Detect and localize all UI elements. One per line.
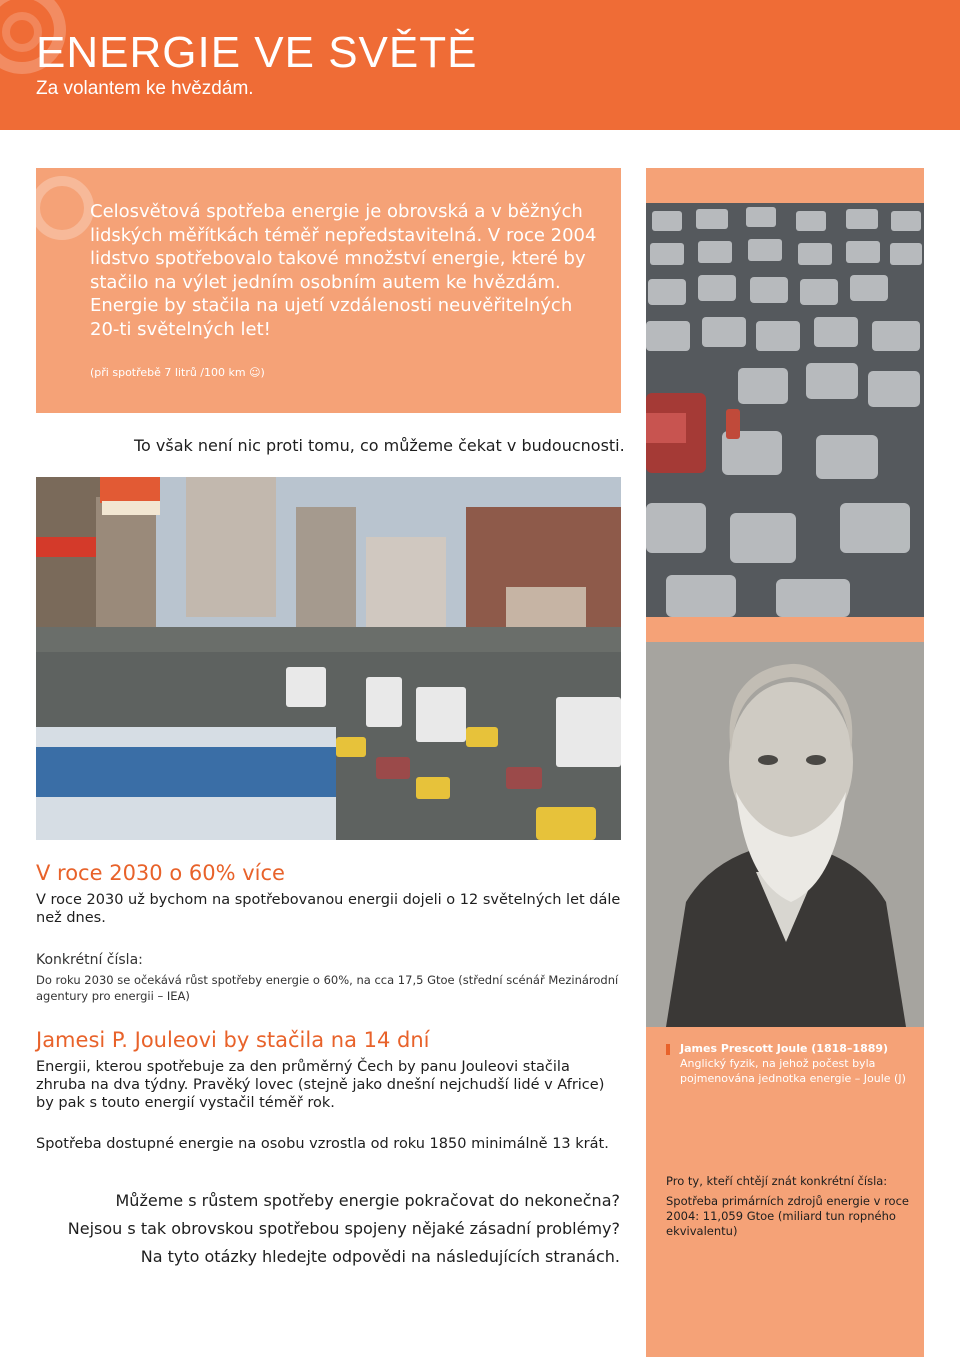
caption-name: James Prescott Joule (1818–1889) [680, 1042, 889, 1055]
page-title: ENERGIE VE SVĚTĚ [36, 28, 478, 77]
konkretni-cisla-text: Do roku 2030 se očekává růst spotřeby energie o 60%, na cca 17,5 Gtoe (střední scénář Mezinárodní agentury pro energii – IEA) [36, 973, 619, 1003]
caption-marker-icon [666, 1044, 670, 1055]
joule-portrait-image [646, 642, 924, 1027]
right-box-text: Spotřeba primárních zdrojů energie v roce 2004: 11,059 Gtoe (miliard tun ropného ekvivalentu) [666, 1194, 909, 1238]
question-3: Na tyto otázky hledejte odpovědi na následujících stranách. [140, 1247, 620, 1266]
intro-note: (při spotřebě 7 litrů /100 km ☺) [90, 366, 265, 379]
question-1: Můžeme s růstem spotřeby energie pokračovat do nekonečna? [115, 1191, 620, 1210]
section-text-joule: Energii, kterou spotřebuje za den průměrný Čech by panu Jouleovi stačila zhruba na dva týdny. Pravěký lovec (stejně jako dnešní nejchudší lidé v Africe) by pak s touto energií vystačil téměř rok. [36, 1059, 605, 1111]
intro-text: Celosvětová spotřeba energie je obrovská a v běžných lidských měřítkách téměř nepředstavitelná. V roce 2004 lidstvo spotřebovalo takové množství energie, které by stačilo na výlet jedním osobním autem ke hvězdám. Energie by stačila na ujetí vzdálenosti neuvěřitelných 20-ti světelných let! [90, 201, 597, 340]
right-box-title: Pro ty, kteří chtějí znát konkrétní čísla: [666, 1174, 888, 1188]
traffic-jam-image [646, 203, 924, 617]
page-subtitle: Za volantem ke hvězdám. [36, 78, 254, 99]
portrait-caption [680, 1041, 915, 1086]
city-traffic-image [36, 477, 621, 840]
traffic-jam-photo [646, 203, 924, 617]
question-2: Nejsou s tak obrovskou spotřebou spojeny nějaké zásadní problémy? [67, 1219, 620, 1238]
konkretni-cisla-title: Konkrétní čísla: [36, 952, 143, 968]
section-heading-joule: Jamesi P. Jouleovi by stačila na 14 dní [36, 1028, 430, 1052]
section-heading-2030: V roce 2030 o 60% více [36, 861, 285, 885]
swirl-decoration [36, 176, 94, 240]
city-traffic-photo [36, 477, 621, 840]
joule-portrait-photo [646, 642, 924, 1027]
caption-text: Anglický fyzik, na jehož počest byla pojmenována jednotka energie – Joule (J) [680, 1057, 906, 1085]
intro-box [36, 168, 621, 413]
spotreba-statement: Spotřeba dostupné energie na osobu vzrostla od roku 1850 minimálně 13 krát. [36, 1136, 609, 1152]
section-text-2030: V roce 2030 už bychom na spotřebovanou energii dojeli o 12 světelných let dále než dnes. [36, 892, 621, 926]
tagline: To však není nic proti tomu, co můžeme čekat v budoucnosti. [134, 436, 625, 455]
